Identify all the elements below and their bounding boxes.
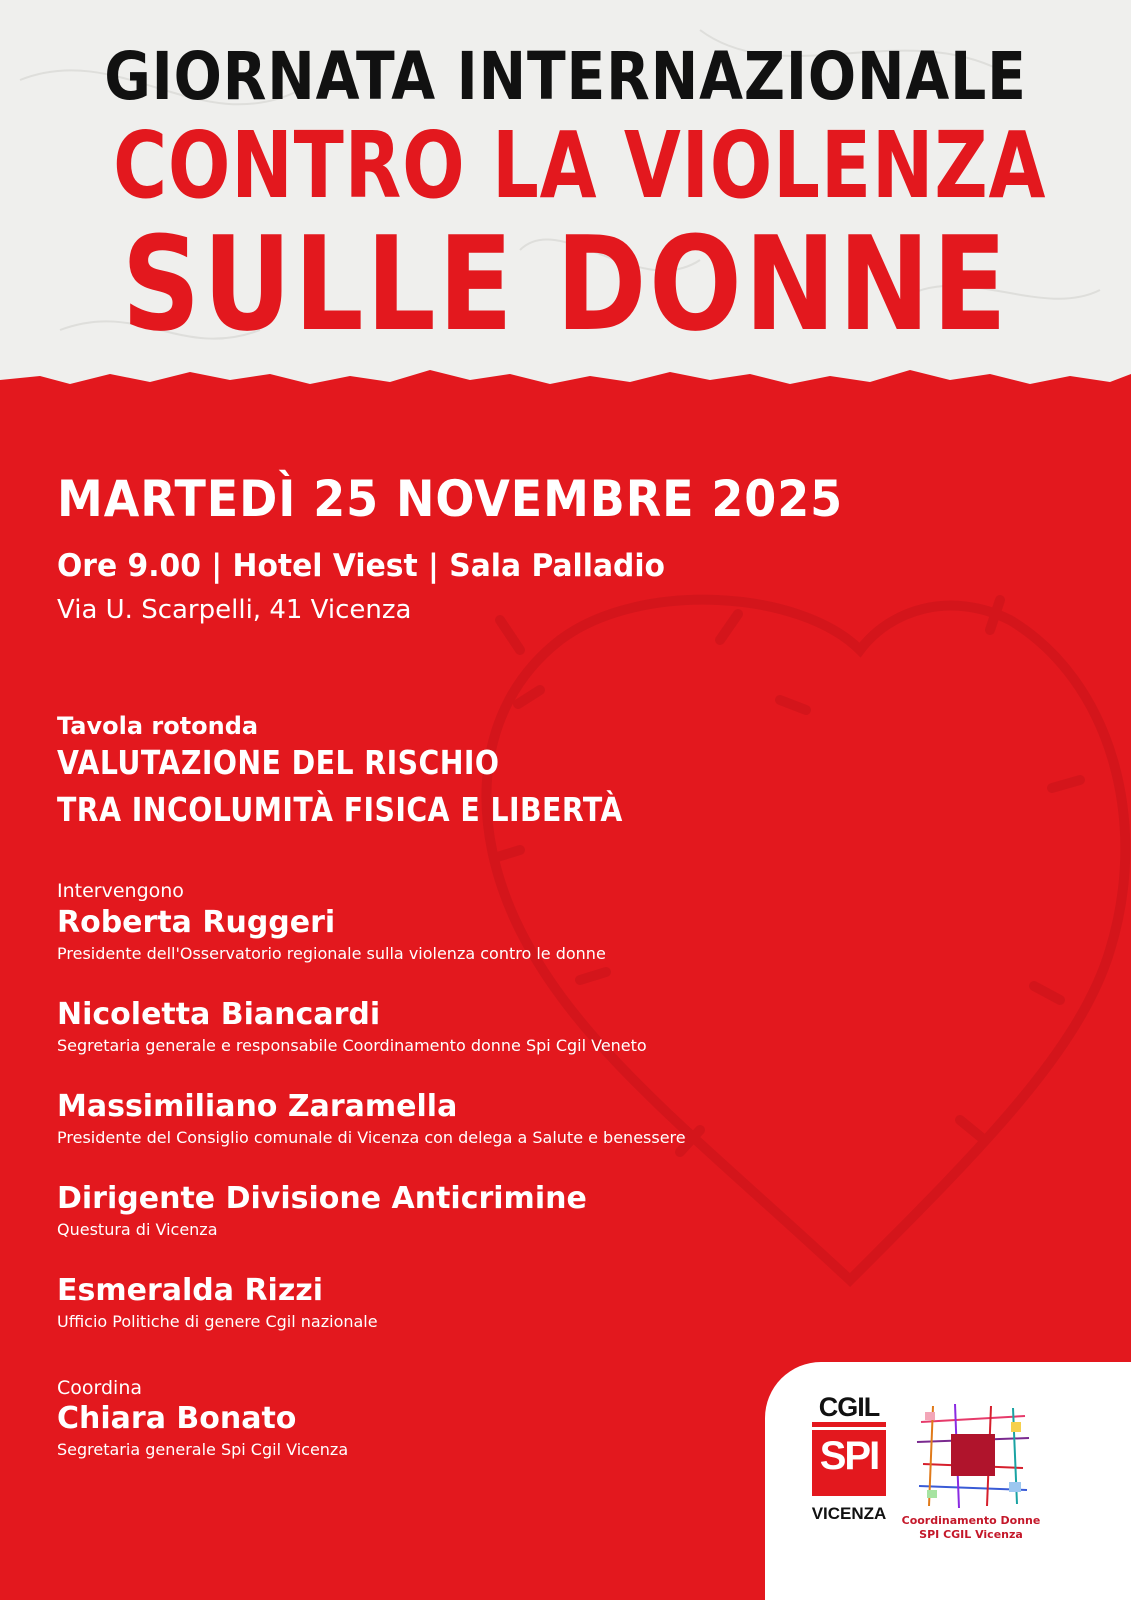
spi-logo	[812, 1430, 886, 1496]
cgil-logo-text: CGIL	[818, 1392, 880, 1422]
event-details: Ore 9.00 | Hotel Viest | Sala Palladio	[57, 548, 665, 584]
speaker-role: Questura di Vicenza	[57, 1220, 218, 1239]
cgil-logo-bar	[812, 1422, 886, 1427]
speaker-name: Dirigente Divisione Anticrimine	[57, 1181, 587, 1216]
logo-panel	[765, 1362, 1131, 1600]
speaker-role: Ufficio Politiche di genere Cgil nazionale	[57, 1312, 378, 1331]
vicenza-logo-text: VICENZA	[811, 1504, 887, 1523]
speaker-name: Esmeralda Rizzi	[57, 1273, 324, 1308]
spi-logo-text: SPI	[819, 1434, 879, 1478]
roundtable-title-line-1: VALUTAZIONE DEL RISCHIO	[57, 743, 500, 782]
roundtable-label: Tavola rotonda	[57, 712, 259, 740]
moderator-role: Segretaria generale Spi Cgil Vicenza	[57, 1440, 349, 1459]
speaker-role: Presidente dell'Osservatorio regionale sulla violenza contro le donne	[57, 944, 606, 963]
event-address: Via U. Scarpelli, 41 Vicenza	[57, 595, 412, 625]
event-date: MARTEDÌ 25 NOVEMBRE 2025	[57, 470, 844, 528]
speaker-name: Roberta Ruggeri	[57, 905, 336, 940]
coordinamento-caption	[901, 1514, 1041, 1542]
moderator-name: Chiara Bonato	[57, 1401, 297, 1436]
speakers-label: Intervengono	[57, 880, 184, 902]
coordinamento-caption-line-2: SPI CGIL Vicenza	[919, 1528, 1023, 1541]
title-line-1: GIORNATA INTERNAZIONALE	[104, 38, 1027, 115]
speaker-role: Presidente del Consiglio comunale di Vicenza con delega a Salute e benessere	[57, 1128, 686, 1147]
title-line-2: CONTRO LA VIOLENZA	[113, 112, 1047, 219]
roundtable-title-line-2: TRA INCOLUMITÀ FISICA E LIBERTÀ	[57, 790, 623, 829]
title-line-3: SULLE DONNE	[121, 208, 1010, 360]
speaker-role: Segretaria generale e responsabile Coordinamento donne Spi Cgil Veneto	[57, 1036, 647, 1055]
coordinamento-caption-line-1: Coordinamento Donne	[901, 1514, 1041, 1527]
coordinamento-emblem-icon	[913, 1402, 1033, 1510]
speaker-name: Nicoletta Biancardi	[57, 997, 381, 1032]
speaker-name: Massimiliano Zaramella	[57, 1089, 458, 1124]
moderator-label: Coordina	[57, 1377, 143, 1399]
